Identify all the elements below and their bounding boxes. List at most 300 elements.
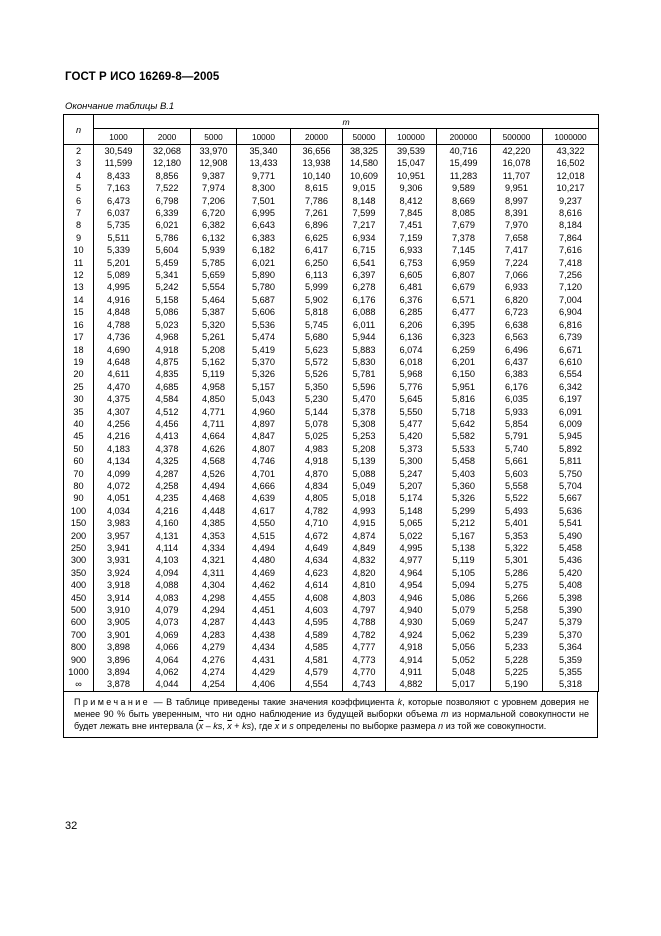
table-cell: 4,958 [191, 381, 237, 393]
table-cell: 4,611 [94, 368, 144, 380]
table-row [64, 232, 599, 244]
table-cell: 7,224 [491, 257, 543, 269]
table-cell: 5,242 [144, 281, 191, 293]
table-cell: 4,649 [291, 542, 343, 554]
table-cell: 5,854 [491, 418, 543, 430]
table-cell: 6,206 [386, 319, 437, 331]
table-cell: 4,378 [144, 443, 191, 455]
table-cell: 4,782 [291, 505, 343, 517]
table-cell: 4,805 [291, 492, 343, 504]
table-cell: 4,434 [237, 641, 291, 653]
table-cell: 5,048 [437, 666, 491, 678]
table-cell: 4,276 [191, 654, 237, 666]
table-cell: 6,113 [291, 269, 343, 281]
table-cell: 6,397 [343, 269, 386, 281]
table-cell: 4,462 [237, 579, 291, 591]
table-cell: 14,580 [343, 157, 386, 169]
table-row [64, 654, 599, 666]
table-cell: 5,370 [543, 629, 599, 641]
table-cell: 4,283 [191, 629, 237, 641]
table-row [64, 492, 599, 504]
table-cell: 4,664 [191, 430, 237, 442]
table-cell: 4,614 [291, 579, 343, 591]
column-header: 200000 [437, 129, 491, 145]
table-cell: 11,707 [491, 170, 543, 182]
table-cell: 5,533 [437, 443, 491, 455]
table-row [64, 530, 599, 542]
table-cell: 4,960 [237, 406, 291, 418]
table-cell: 4,083 [144, 592, 191, 604]
table-cell: 4,512 [144, 406, 191, 418]
table-cell: 4,073 [144, 616, 191, 628]
row-n-cell: 25 [64, 381, 94, 393]
table-cell: 8,997 [491, 195, 543, 207]
table-caption: Окончание таблицы В.1 [65, 101, 175, 112]
table-cell: 6,021 [237, 257, 291, 269]
table-cell: 6,481 [386, 281, 437, 293]
table-row [64, 406, 599, 418]
table-cell: 4,589 [291, 629, 343, 641]
row-n-cell: 40 [64, 418, 94, 430]
table-cell: 4,595 [291, 616, 343, 628]
table-cell: 5,603 [491, 468, 543, 480]
table-cell: 6,074 [386, 344, 437, 356]
note-var-xbar: $\overline{x}$ [198, 721, 204, 732]
table-cell: 4,160 [144, 517, 191, 529]
table-cell: 6,933 [491, 281, 543, 293]
table-cell: 5,339 [94, 244, 144, 256]
table-cell: 6,820 [491, 294, 543, 306]
table-cell: 5,945 [543, 430, 599, 442]
table-cell: 5,105 [437, 567, 491, 579]
table-cell: 5,225 [491, 666, 543, 678]
table-cell: 5,167 [437, 530, 491, 542]
table-cell: 3,914 [94, 592, 144, 604]
table-cell: 6,473 [94, 195, 144, 207]
table-cell: 8,856 [144, 170, 191, 182]
table-cell: 3,905 [94, 616, 144, 628]
table-cell: 7,004 [543, 294, 599, 306]
row-n-cell: 11 [64, 257, 94, 269]
row-n-cell: 20 [64, 368, 94, 380]
table-cell: 5,636 [543, 505, 599, 517]
row-n-cell: 9 [64, 232, 94, 244]
table-cell: 5,718 [437, 406, 491, 418]
table-cell: 5,596 [343, 381, 386, 393]
table-cell: 5,018 [343, 492, 386, 504]
table-cell: 4,554 [291, 678, 343, 691]
table-cell: 13,433 [237, 157, 291, 169]
note-var-xbar: $\overline{x}$ [274, 721, 280, 732]
table-cell: 5,228 [491, 654, 543, 666]
table-cell: 6,197 [543, 393, 599, 405]
table-cell: 6,176 [491, 381, 543, 393]
table-cell: 5,350 [291, 381, 343, 393]
table-cell: 6,021 [144, 219, 191, 231]
table-cell: 5,420 [386, 430, 437, 442]
table-cell: 5,079 [437, 604, 491, 616]
table-cell: 5,550 [386, 406, 437, 418]
table-cell: 6,201 [437, 356, 491, 368]
table-cell: 8,433 [94, 170, 144, 182]
row-n-cell: 18 [64, 344, 94, 356]
table-cell: 5,436 [543, 554, 599, 566]
table-cell: 8,391 [491, 207, 543, 219]
table-cell: 5,230 [291, 393, 343, 405]
column-header: 20000 [291, 129, 343, 145]
table-cell: 5,201 [94, 257, 144, 269]
table-cell: 7,163 [94, 182, 144, 194]
table-cell: 4,666 [237, 480, 291, 492]
row-n-cell: 100 [64, 505, 94, 517]
table-cell: 5,890 [237, 269, 291, 281]
table-cell: 6,638 [491, 319, 543, 331]
table-cell: 4,810 [343, 579, 386, 591]
row-n-cell: 250 [64, 542, 94, 554]
table-cell: 4,468 [191, 492, 237, 504]
table-row [64, 579, 599, 591]
table-cell: 4,690 [94, 344, 144, 356]
table-cell: 5,022 [386, 530, 437, 542]
table-cell: 6,933 [386, 244, 437, 256]
row-n-cell: 70 [64, 468, 94, 480]
table-cell: 4,216 [94, 430, 144, 442]
table-cell: 4,603 [291, 604, 343, 616]
coefficient-table-container [63, 114, 598, 738]
table-cell: 10,217 [543, 182, 599, 194]
table-row [64, 641, 599, 653]
table-cell: 5,355 [543, 666, 599, 678]
table-cell: 6,382 [191, 219, 237, 231]
note-text: определены по выборке размера [293, 721, 439, 732]
table-cell: 5,623 [291, 344, 343, 356]
table-cell: 4,870 [291, 468, 343, 480]
table-cell: 4,918 [144, 344, 191, 356]
table-cell: 6,176 [343, 294, 386, 306]
table-cell: 7,145 [437, 244, 491, 256]
table-cell: 10,951 [386, 170, 437, 182]
table-cell: 5,968 [386, 368, 437, 380]
note-text: – [203, 721, 214, 732]
table-cell: 5,266 [491, 592, 543, 604]
table-row [64, 480, 599, 492]
note-var-s: s [289, 721, 294, 732]
table-cell: 5,816 [437, 393, 491, 405]
table-cell: 4,494 [191, 480, 237, 492]
table-cell: 6,136 [386, 331, 437, 343]
table-cell: 5,069 [437, 616, 491, 628]
table-cell: 5,119 [191, 368, 237, 380]
table-row [64, 567, 599, 579]
table-cell: 9,237 [543, 195, 599, 207]
table-cell: 5,056 [437, 641, 491, 653]
table-cell: 4,064 [144, 654, 191, 666]
table-cell: 4,568 [191, 455, 237, 467]
table-cell: 6,376 [386, 294, 437, 306]
table-cell: 4,413 [144, 430, 191, 442]
note-text: , [222, 721, 228, 732]
note-text: из нормальной совокупности не будет лежать вне интервала ( [74, 709, 589, 732]
table-cell: 4,968 [144, 331, 191, 343]
table-cell: 40,716 [437, 145, 491, 158]
table-row [64, 604, 599, 616]
note-text: + [231, 721, 243, 732]
table-cell: 43,322 [543, 145, 599, 158]
table-row [64, 207, 599, 219]
table-cell: 5,420 [543, 567, 599, 579]
table-cell: 4,216 [144, 505, 191, 517]
table-cell: 5,791 [491, 430, 543, 442]
table-cell: 5,735 [94, 219, 144, 231]
table-cell: 6,816 [543, 319, 599, 331]
table-cell: 3,901 [94, 629, 144, 641]
table-cell: 5,526 [291, 368, 343, 380]
table-cell: 5,704 [543, 480, 599, 492]
table-cell: 36,656 [291, 145, 343, 158]
table-cell: 5,158 [144, 294, 191, 306]
row-n-cell: 1000 [64, 666, 94, 678]
note-text: ), где [251, 721, 275, 732]
table-cell: 4,639 [237, 492, 291, 504]
table-cell: 4,849 [343, 542, 386, 554]
table-cell: 7,845 [386, 207, 437, 219]
table-cell: 5,398 [543, 592, 599, 604]
table-cell: 4,701 [237, 468, 291, 480]
table-row [64, 592, 599, 604]
table-row [64, 430, 599, 442]
table-row [64, 505, 599, 517]
table-cell: 4,051 [94, 492, 144, 504]
table-cell: 5,065 [386, 517, 437, 529]
table-row [64, 629, 599, 641]
table-cell: 5,379 [543, 616, 599, 628]
table-cell: 4,954 [386, 579, 437, 591]
table-cell: 4,287 [191, 616, 237, 628]
table-cell: 4,443 [237, 616, 291, 628]
table-cell: 5,322 [491, 542, 543, 554]
row-n-cell: 16 [64, 319, 94, 331]
table-cell: 4,455 [237, 592, 291, 604]
table-cell: 4,918 [291, 455, 343, 467]
table-cell: 5,353 [491, 530, 543, 542]
table-cell: 10,140 [291, 170, 343, 182]
row-n-cell: 600 [64, 616, 94, 628]
table-cell: 4,918 [386, 641, 437, 653]
table-cell: 4,470 [94, 381, 144, 393]
table-cell: 5,301 [491, 554, 543, 566]
table-row [64, 145, 599, 158]
table-cell: 7,786 [291, 195, 343, 207]
table-cell: 4,746 [237, 455, 291, 467]
table-cell: 5,017 [437, 678, 491, 691]
row-n-cell: 3 [64, 157, 94, 169]
table-cell: 5,999 [291, 281, 343, 293]
row-n-cell: 7 [64, 207, 94, 219]
table-cell: 11,283 [437, 170, 491, 182]
table-cell: 4,325 [144, 455, 191, 467]
table-cell: 4,429 [237, 666, 291, 678]
table-cell: 5,470 [343, 393, 386, 405]
row-n-cell: 13 [64, 281, 94, 293]
row-n-cell: 35 [64, 406, 94, 418]
table-cell: 7,679 [437, 219, 491, 231]
table-cell: 5,286 [491, 567, 543, 579]
table-cell: 4,995 [386, 542, 437, 554]
column-header: 2000 [144, 129, 191, 145]
table-cell: 5,326 [437, 492, 491, 504]
table-cell: 4,626 [191, 443, 237, 455]
column-header: 50000 [343, 129, 386, 145]
table-cell: 6,807 [437, 269, 491, 281]
table-cell: 5,364 [543, 641, 599, 653]
table-cell: 4,385 [191, 517, 237, 529]
row-n-cell: 6 [64, 195, 94, 207]
table-cell: 3,983 [94, 517, 144, 529]
row-n-cell: 60 [64, 455, 94, 467]
table-cell: 5,511 [94, 232, 144, 244]
table-cell: 5,341 [144, 269, 191, 281]
table-cell: 4,788 [94, 319, 144, 331]
table-cell: 4,375 [94, 393, 144, 405]
table-cell: 5,275 [491, 579, 543, 591]
table-cell: 4,736 [94, 331, 144, 343]
table-cell: 5,157 [237, 381, 291, 393]
table-cell: 4,044 [144, 678, 191, 691]
table-cell: 4,079 [144, 604, 191, 616]
table-cell: 5,403 [437, 468, 491, 480]
table-cell: 4,915 [343, 517, 386, 529]
table-cell: 6,035 [491, 393, 543, 405]
table-row [64, 468, 599, 480]
table-cell: 5,300 [386, 455, 437, 467]
column-header: 5000 [191, 129, 237, 145]
table-cell: 5,089 [94, 269, 144, 281]
row-n-cell: 19 [64, 356, 94, 368]
note-text: — В таблице приведены такие значения коэффициента [150, 696, 398, 707]
table-cell: 4,634 [291, 554, 343, 566]
table-cell: 6,091 [543, 406, 599, 418]
table-cell: 4,875 [144, 356, 191, 368]
table-cell: 3,941 [94, 542, 144, 554]
table-row [64, 244, 599, 256]
table-cell: 7,159 [386, 232, 437, 244]
table-row [64, 356, 599, 368]
table-cell: 4,850 [191, 393, 237, 405]
table-cell: 4,515 [237, 530, 291, 542]
table-row [64, 269, 599, 281]
row-n-cell: 30 [64, 393, 94, 405]
table-cell: 7,658 [491, 232, 543, 244]
table-cell: 5,830 [343, 356, 386, 368]
table-cell: 6,437 [491, 356, 543, 368]
table-cell: 3,878 [94, 678, 144, 691]
table-cell: 4,771 [191, 406, 237, 418]
table-cell: 6,323 [437, 331, 491, 343]
table-cell: 4,456 [144, 418, 191, 430]
table-cell: 7,417 [491, 244, 543, 256]
table-cell: 7,206 [191, 195, 237, 207]
table-cell: 8,669 [437, 195, 491, 207]
table-cell: 5,119 [437, 554, 491, 566]
table-cell: 8,148 [343, 195, 386, 207]
table-cell: 5,459 [144, 257, 191, 269]
table-row [64, 331, 599, 343]
table-cell: 4,494 [237, 542, 291, 554]
table-cell: 4,585 [291, 641, 343, 653]
table-row [64, 294, 599, 306]
table-cell: 4,072 [94, 480, 144, 492]
table-cell: 4,254 [191, 678, 237, 691]
table-cell: 5,359 [543, 654, 599, 666]
table-cell: 5,558 [491, 480, 543, 492]
table-cell: 6,342 [543, 381, 599, 393]
table-cell: 5,370 [237, 356, 291, 368]
table-cell: 4,062 [144, 666, 191, 678]
row-n-cell: 350 [64, 567, 94, 579]
table-cell: 5,320 [191, 319, 237, 331]
note-var-n: n [438, 721, 444, 732]
row-n-cell: 2 [64, 145, 94, 158]
table-cell: 5,043 [237, 393, 291, 405]
table-row [64, 182, 599, 194]
table-cell: 4,066 [144, 641, 191, 653]
table-cell: 7,451 [386, 219, 437, 231]
table-cell: 5,247 [491, 616, 543, 628]
table-row [64, 157, 599, 169]
table-cell: 4,526 [191, 468, 237, 480]
table-row [64, 344, 599, 356]
table-cell: 7,522 [144, 182, 191, 194]
table-row [64, 306, 599, 318]
row-n-cell: 900 [64, 654, 94, 666]
table-cell: 5,062 [437, 629, 491, 641]
note-text: из той же совокупности. [443, 721, 547, 732]
table-cell: 4,353 [191, 530, 237, 542]
row-n-cell: ∞ [64, 678, 94, 691]
table-cell: 38,325 [343, 145, 386, 158]
table-cell: 6,541 [343, 257, 386, 269]
note-var-xbar: $\overline{x}$ [227, 721, 232, 732]
table-cell: 7,974 [191, 182, 237, 194]
table-cell: 5,308 [343, 418, 386, 430]
table-cell: 5,933 [491, 406, 543, 418]
table-cell: 5,477 [386, 418, 437, 430]
row-n-cell: 15 [64, 306, 94, 318]
table-cell: 4,287 [144, 468, 191, 480]
table-cell: 9,387 [191, 170, 237, 182]
table-cell: 6,625 [291, 232, 343, 244]
table-cell: 5,776 [386, 381, 437, 393]
table-cell: 4,977 [386, 554, 437, 566]
table-cell: 4,235 [144, 492, 191, 504]
table-cell: 7,970 [491, 219, 543, 231]
table-cell: 5,138 [437, 542, 491, 554]
table-cell: 6,250 [291, 257, 343, 269]
table-cell: 5,687 [237, 294, 291, 306]
table-cell: 8,615 [291, 182, 343, 194]
table-cell: 5,944 [343, 331, 386, 343]
table-cell: 4,916 [94, 294, 144, 306]
column-header: 1000000 [543, 129, 599, 145]
table-cell: 3,918 [94, 579, 144, 591]
table-cell: 6,417 [291, 244, 343, 256]
table-cell: 5,493 [491, 505, 543, 517]
table-cell: 4,773 [343, 654, 386, 666]
table-cell: 4,274 [191, 666, 237, 678]
note-var-m: m [441, 709, 449, 720]
table-row [64, 195, 599, 207]
table-cell: 6,753 [386, 257, 437, 269]
